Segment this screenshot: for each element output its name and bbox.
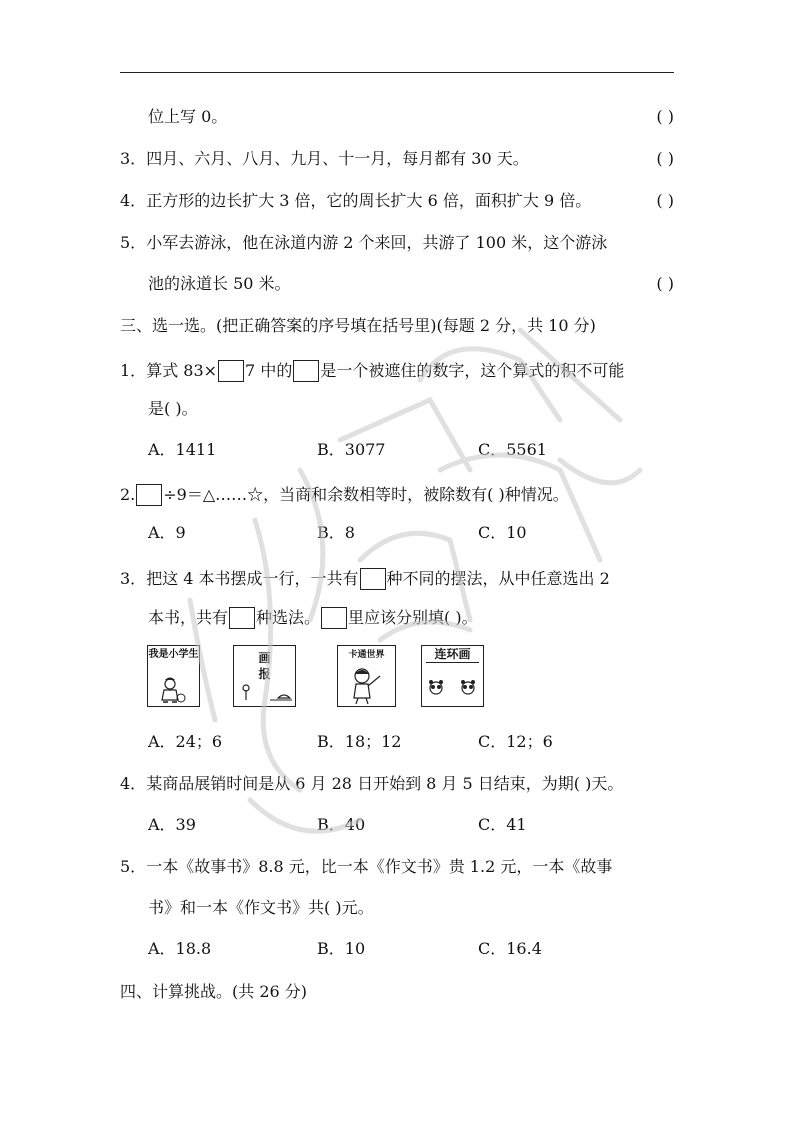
q-text: 正方形的边长扩大 3 倍，它的周长扩大 6 倍，面积扩大 9 倍。 <box>146 191 592 210</box>
q1-text-a: 算式 83× <box>146 361 218 380</box>
q-text: 某商品展销时间是从 6 月 28 日开始到 8 月 5 日结束，为期( )天。 <box>146 774 624 793</box>
option-b[interactable]: B．3077 <box>317 440 386 459</box>
book-title: 画报 <box>258 651 271 681</box>
option-a[interactable]: A．9 <box>148 523 186 542</box>
book-title: 连环画 <box>426 649 479 663</box>
answer-paren-1[interactable]: ( ) <box>656 107 674 126</box>
option-c[interactable]: C．41 <box>478 815 527 834</box>
option-c[interactable]: C．10 <box>478 523 527 542</box>
q-text: 四月、六月、八月、九月、十一月，每月都有 30 天。 <box>146 149 529 168</box>
q3-text-a: 把这 4 本书摆成一行，一共有 <box>146 569 359 588</box>
option-a[interactable]: A．18.8 <box>148 939 212 958</box>
option-b[interactable]: B．8 <box>317 523 355 542</box>
option-c[interactable]: C．5561 <box>478 440 547 459</box>
q1-text-c: 是一个被遮住的数字，这个算式的积不可能 <box>320 361 625 380</box>
option-b[interactable]: B．40 <box>317 815 366 834</box>
q-text: 小军去游泳，他在泳道内游 2 个来回，共游了 100 米，这个游泳 <box>146 233 608 252</box>
section4-heading: 四、计算挑战。(共 26 分) <box>120 982 308 1001</box>
book-title: 我是小学生 <box>148 649 199 660</box>
q-number: 5． <box>120 857 147 876</box>
choice-q5-line2: 书》和一本《作文书》共( )元。 <box>148 898 374 917</box>
q-number: 4． <box>120 191 147 210</box>
option-b[interactable]: B．10 <box>317 939 366 958</box>
option-a[interactable]: A．24；6 <box>148 732 223 751</box>
q-number: 2. <box>120 485 136 504</box>
option-a[interactable]: A．1411 <box>148 440 217 459</box>
q3-text-d: 种选法。 <box>256 608 321 627</box>
choice-q1-line2: 是( )。 <box>148 399 198 418</box>
judge-q5-line2: 池的泳道长 50 米。 <box>148 274 291 293</box>
answer-paren-5[interactable]: ( ) <box>656 274 674 293</box>
q2-text: ÷9＝△……☆，当商和余数相等时，被除数有( )种情况。 <box>163 485 569 504</box>
answer-paren-4[interactable]: ( ) <box>656 191 674 210</box>
book-title: 卡通世界 <box>348 650 385 660</box>
q3-text-c: 本书，共有 <box>148 608 229 627</box>
section3-heading: 三、选一选。(把正确答案的序号填在括号里)(每题 2 分，共 10 分) <box>120 316 596 335</box>
q-number: 5． <box>120 233 147 252</box>
option-b[interactable]: B．18；12 <box>317 732 402 751</box>
answer-paren-3[interactable]: ( ) <box>656 149 674 168</box>
q-number: 3． <box>120 149 147 168</box>
judge-continuation: 位上写 0。 <box>148 107 228 126</box>
option-c[interactable]: C．16.4 <box>478 939 542 958</box>
q1-text-b: 7 中的 <box>245 361 293 380</box>
q3-text-e: 里应该分别填( )。 <box>348 608 478 627</box>
option-a[interactable]: A．39 <box>148 815 196 834</box>
q-number: 3． <box>120 569 147 588</box>
q-number: 1． <box>120 361 147 380</box>
q-text: 一本《故事书》8.8 元，比一本《作文书》贵 1.2 元，一本《故事 <box>146 857 613 876</box>
q3-text-b: 种不同的摆法，从中任意选出 2 <box>386 569 610 588</box>
q-number: 4． <box>120 774 147 793</box>
option-c[interactable]: C．12；6 <box>478 732 553 751</box>
